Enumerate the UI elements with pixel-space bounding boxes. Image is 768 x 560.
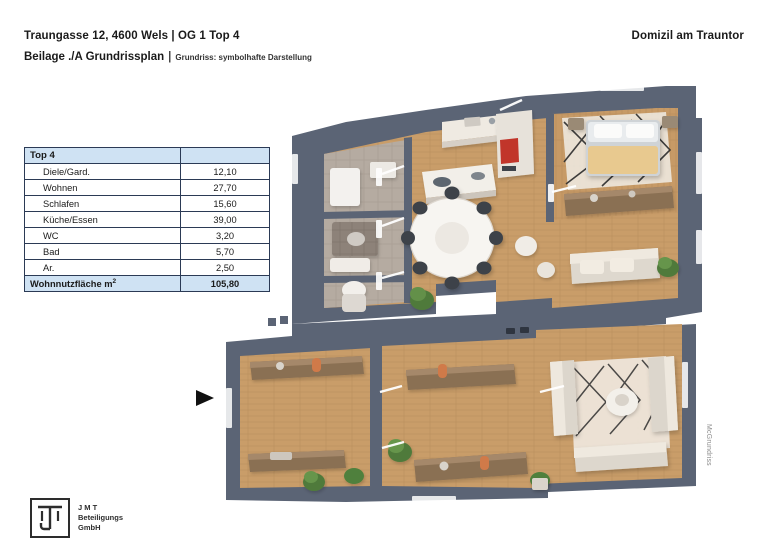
company-name-line-1: J M T bbox=[78, 502, 98, 512]
room-area: 5,70 bbox=[181, 244, 270, 260]
tall-cabinets bbox=[496, 110, 534, 178]
entrance-arrow-icon bbox=[196, 388, 222, 408]
room-name: Wohnen bbox=[25, 180, 181, 196]
document-header bbox=[24, 30, 744, 63]
plan-watermark: McGrundriss bbox=[705, 424, 712, 466]
floorplan-disclaimer: Grundriss: symbolhafte Darstellung bbox=[175, 53, 312, 62]
subtitle-separator: | bbox=[168, 51, 172, 63]
living-sofa-upper bbox=[570, 248, 660, 284]
total-area-label-sup: 2 bbox=[112, 277, 117, 285]
room-area: 39,00 bbox=[181, 212, 270, 228]
room-name: WC bbox=[25, 228, 181, 244]
room-name: Diele/Gard. bbox=[25, 164, 181, 180]
bedroom-furniture bbox=[562, 112, 678, 216]
project-brand-name: Domizil am Trauntor bbox=[631, 30, 744, 42]
table-title-cell: Top 4 bbox=[25, 148, 181, 164]
room-name: Ar. bbox=[25, 260, 181, 276]
attachment-title: Beilage ./A Grundrissplan bbox=[24, 51, 165, 63]
company-name-line-3: GmbH bbox=[78, 523, 101, 533]
room-area: 2,50 bbox=[181, 260, 270, 276]
room-name: Schlafen bbox=[25, 196, 181, 212]
header-top-row bbox=[24, 30, 744, 42]
total-area-label bbox=[25, 276, 181, 292]
property-address: Traungasse 12, 4600 Wels | OG 1 Top 4 bbox=[24, 30, 240, 42]
floorplan-image bbox=[196, 62, 744, 510]
company-name-block bbox=[78, 503, 123, 533]
room-area: 3,20 bbox=[181, 228, 270, 244]
room-name: Küche/Essen bbox=[25, 212, 181, 228]
jmt-monogram-logo-icon bbox=[30, 498, 70, 538]
room-area: 15,60 bbox=[181, 196, 270, 212]
room-name: Bad bbox=[25, 244, 181, 260]
room-area: 27,70 bbox=[181, 180, 270, 196]
room-area: 12,10 bbox=[181, 164, 270, 180]
company-logo bbox=[30, 498, 123, 538]
total-area-value: 105,80 bbox=[181, 276, 270, 292]
total-area-label-text: Wohnnutzfläche m bbox=[30, 279, 113, 290]
company-name-line-2: Beteiligungs bbox=[78, 512, 124, 522]
